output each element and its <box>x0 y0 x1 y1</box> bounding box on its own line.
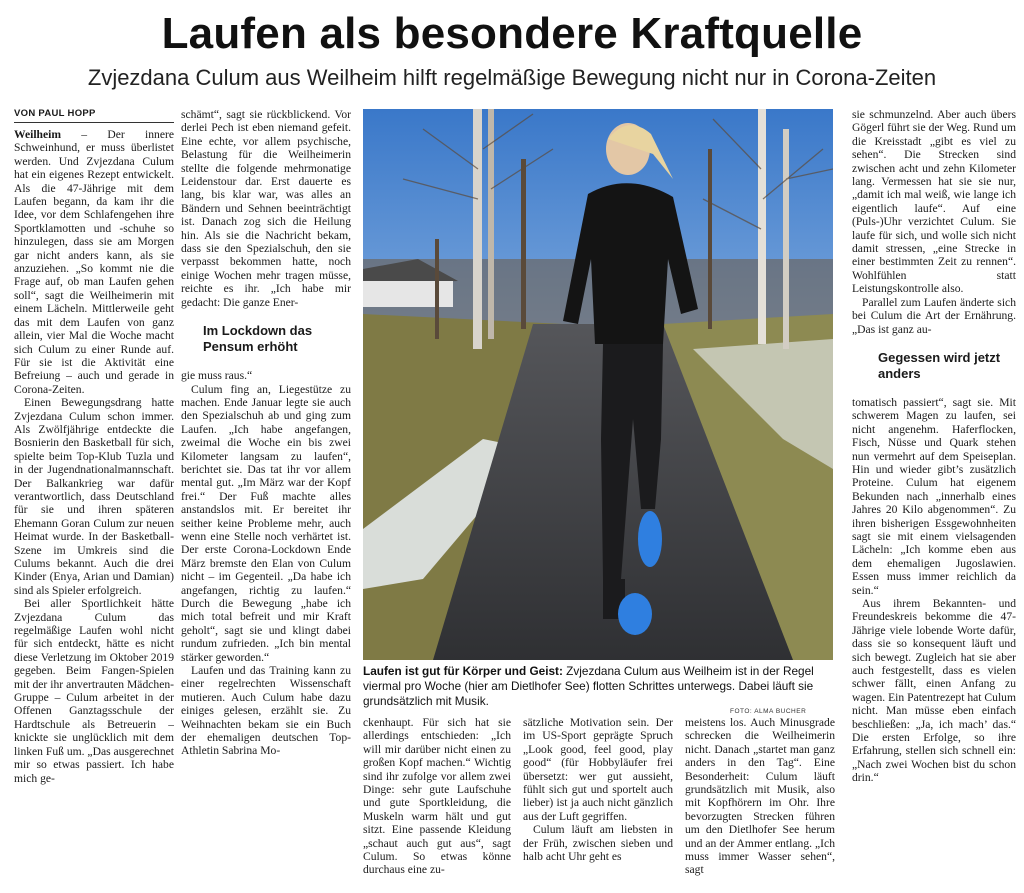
paragraph: Laufen und das Training kann zu einer regelrechten Wissenschaft mutieren. Auch Culum habe dazu einiges gelesen, erzählt sie. Zu Weihnachten bekam sie ein Buch der ehemaligen deutschen Top-Athletin Sabrina Mo- <box>181 664 351 758</box>
article-column-3 <box>363 716 511 890</box>
subheadline: Zvjezdana Culum aus Weilheim hilft regelmäßige Bewegung nicht nur in Corona-Zeiten <box>87 65 937 90</box>
section-subhead: Im Lockdown das Pensum erhöht <box>203 323 313 355</box>
article-column-5 <box>685 716 835 890</box>
paragraph: tomatisch passiert“, sagt sie. Mit schwerem Magen zu laufen, sei nicht angenehm. Haferflocken, Fisch, Nüsse und Quark stehen nun vermehrt auf dem Speiseplan. Hin und wieder gibt’s zusätzlich Proteine. Culum hat eigenem Bekunden nach „innerhalb eines Jahres 20 Kilo abgenommen“. Zu ihren bisherigen Essgewohnheiten sagt sie mit einem vielsagenden Lächeln: „Ich komme eben aus dem ehemaligen Jugoslawien. Essen muss immer reichlich da sein.“ <box>852 395 1016 597</box>
paragraph: Aus ihrem Bekannten- und Freundeskreis bekomme die 47-Jährige viele lobende Worte dafür, dass sie so konsequent läuft und sich bewegt. Zugleich hat sie aber auch festgestellt, dass es vielen schwer fällt, einen Anfang zu wagen. Ein Patentrezept hat Culum nicht. Man müsse eben einfach beschließen: „Ja, ich mach’ das.“ Die ersten Erfolge, so ihre Erfahrung, stellen sich schnell ein: „Nach zwei Wochen bist du schon drin.“ <box>852 597 1016 785</box>
paragraph: sie schmunzelnd. Aber auch übers Gögerl führt sie der Weg. Rund um die Kreisstadt „gibt es viel zu sehen“. Die Strecken sind zwischen acht und zehn Kilometer lang. Vermessen hat sie sie nur, „damit ich mal weiß, wie lange ich eigentlich laufe“. Auf eine (Puls-)Uhr verzichtet Culum. Sie laufe für sich, und wolle sich nicht damit stressen, „eine Strecke in einer bestimmten Zeit zu rennen“. Wohlfühlen statt Leistungskontrolle also. <box>852 108 1016 296</box>
paragraph: Parallel zum Laufen änderte sich bei Culum die Art der Ernährung. „Das ist ganz au- <box>852 295 1016 336</box>
article-column-4 <box>523 716 673 890</box>
runner-photo-illustration <box>363 109 833 660</box>
paragraph-text: – Der innere Schweinhund, er muss überlistet werden. Und Zvjezdana Culum hat ein eigenes Rezept entwickelt. Als die 47-Jährige mit dem Laufen begann, da kam ihr die Idee, vor dem Schlafengehen ihre Sportklamotten und -schuhe so hinzulegen, dass sie am Morgen gar nicht anders kann, als sie anzuziehen. „So kommt nie die Frage auf, ob man Laufen gehen soll“, sagt die Weilheimerin mit einem Lächeln. Mittlerweile geht das mit dem Laufen von ganz allein, vier Mal die Woche macht sich Culum zu einer Runde auf. Für sie ist die Aktivität eine Befreiung – auch und gerade in Corona-Zeiten. <box>14 128 174 396</box>
paragraph: gie muss raus.“ <box>181 369 253 383</box>
paragraph: schämt“, sagt sie rückblickend. Vor derlei Pech ist eben niemand gefeit. Eine echte, vor allem psychische, Belastung für die Weilheimerin stellte die folgende mehrmonatige Leidenstour dar. Erst dauerte es lang, bis klar war, was alles an Bändern und Sehnen beeinträchtigt ist. Danach zog sich die Heilung hin. Als sie die Nachricht bekam, dass sie den Spezialschuh, den sie verpasst bekommen hatte, noch einige Wochen mehr tragen müsse, reichte es ihr. „Ich habe mir gedacht: Die ganze Ener- <box>181 108 351 309</box>
paragraph: ckenhaupt. Für sich hat sie allerdings entschieden: „Ich will mir darüber nicht einen zu großen Kopf machen.“ Wichtig sind ihr zufolge vor allem zwei Dinge: sehr gute Laufschuhe und gute Sportkleidung, die Muskeln warm hält und gut sitzt. Eine passende Kleidung „schaut auch gut aus“, sagt Culum. So etwas könne durchaus eine zu- <box>363 716 511 877</box>
dateline: Weilheim <box>14 128 62 141</box>
paragraph: meistens los. Auch Minusgrade schrecken die Weilheimerin nicht. Danach „startet man ganz anders in den Tag“. Eine Besonderheit: Culum läuft grundsätzlich mit Musik, also mit Kopfhörern im Ohr. Ihre bevorzugten Strecken führen um den Dietlhofer See herum und an der Ammer entlang. „Ich muss immer Wasser sehen“, sagt <box>685 716 835 877</box>
caption-text: Zvjezdana Culum aus Weilheim ist in der Regel viermal pro Woche (hier am Dietlhofer See) flotten Schrittes unterwegs. Dabei läuft sie grundsätzlich mit Musik. <box>363 664 814 708</box>
section-subhead: Gegessen wird jetzt anders <box>878 349 1001 381</box>
photo-credit: FOTO: ALMA BUCHER <box>730 708 807 715</box>
article-column-2 <box>181 108 351 890</box>
paragraph: Einen Bewegungsdrang hatte Zvjezdana Culum schon immer. Als Zwölfjährige entdeckte die Bosnierin den Basketball für sich, spielte beim Top-Klub Tuzla und in der Jugendnationalmannschaft. Der Balkankrieg war dafür verantwortlich, dass Deutschland für sie und ihren späteren Ehemann Goran Culum zur neuen Heimat wurde. In der Basketball-Szene im Umkreis sind die Culums bekannt. Auch die drei Kinder (Enya, Arian und Damian) sind als Spieler erfolgreich. <box>14 396 174 597</box>
headline: Laufen als besondere Kraftquelle <box>161 9 863 58</box>
caption-lead: Laufen ist gut für Körper und Geist: <box>363 664 563 678</box>
paragraph: Culum läuft am liebsten in der Früh, zwischen sieben und halb acht Uhr geht es <box>523 823 673 864</box>
paragraph: Culum fing an, Liegestütze zu machen. Ende Januar legte sie auch den Spezialschuh ab und ging zum Laufen. „Ich habe angefangen, zweimal die Woche ein bis zwei Kilometer langsam zu laufen“, berichtet sie. Das tat ihr vor allem mental gut. „Im März war der Kopf frei.“ Der Fuß machte alles anstandslos mit. Er bereitet ihr seither keine Probleme mehr, auch wenn eine Stelle noch verhärtet ist. Der erste Corona-Lockdown Ende März bremste den Elan von Culum nicht – im Gegenteil. „Da habe ich angefangen, richtig zu laufen.“ Durch die Bewegung „habe ich mich total befreit und mir Kraft geholt“, sagt sie und klingt dabei rundum zufrieden. „Ich bin mental stärker geworden.“ <box>181 382 351 664</box>
byline: VON PAUL HOPP <box>14 108 174 123</box>
photo-caption <box>363 664 833 708</box>
article-photo <box>363 109 833 660</box>
paragraph: Bei aller Sportlichkeit hätte Zvjezdana Culum das regelmäßige Laufen wohl nicht für sich entdeckt, hätte es nicht diese Verletzung im Oktober 2019 gegeben. Beim Fangen-Spielen mit der ihr anvertrauten Mädchen-Gruppe – Culum arbeitet in der Offenen Ganztagsschule der Hardtschule als Betreuerin – knickte sie unglücklich mit dem linken Fuß um. „Das ausgerechnet mir so etwas passiert. Ich habe mich ge- <box>14 597 174 785</box>
paragraph: sätzliche Motivation sein. Der im US-Sport geprägte Spruch „Look good, feel good, play good“ (für Hobbyläufer frei übersetzt: wer gut aussieht, fühlt sich gut und sportelt auch lieber) ist ja auch nicht gänzlich aus der Luft gegriffen. <box>523 716 673 823</box>
paragraph <box>14 128 174 396</box>
article-column-1 <box>14 108 174 890</box>
article-column-6 <box>852 108 1016 890</box>
